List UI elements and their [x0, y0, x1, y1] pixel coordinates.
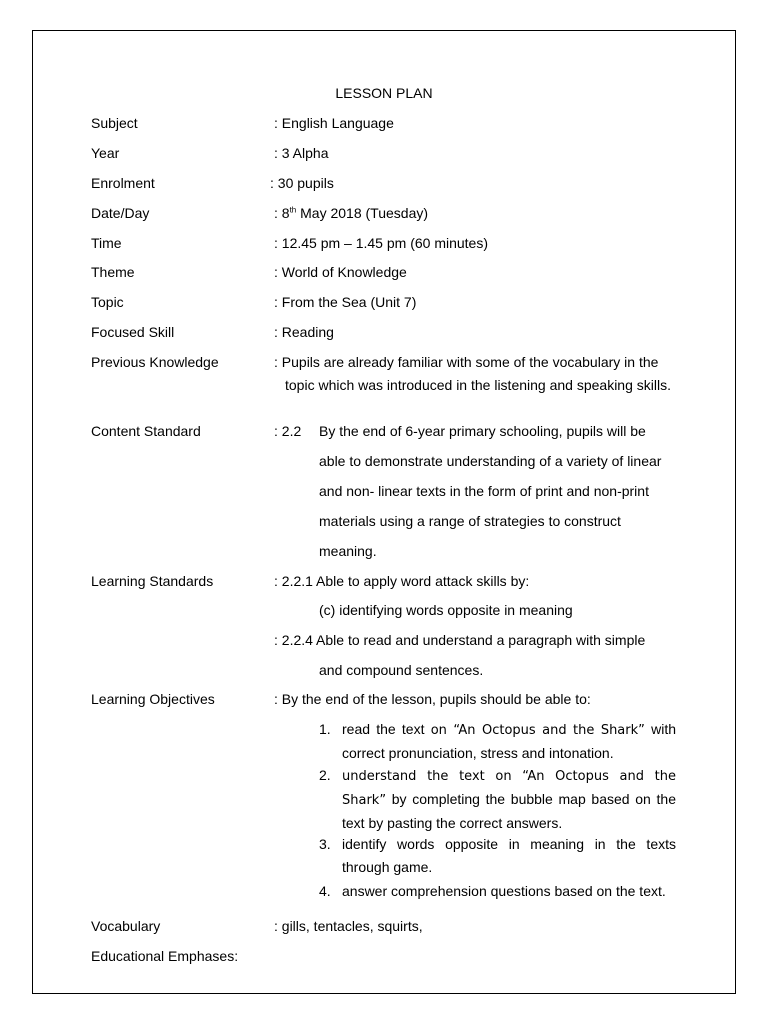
objective-number: 1. — [319, 721, 331, 737]
content-standard-line-5: meaning. — [319, 543, 377, 559]
date-ordinal: th — [289, 205, 297, 215]
time-label: Time — [91, 235, 122, 251]
learning-standard-2: : 2.2.4 Able to read and understand a paragraph with simple — [274, 632, 646, 648]
year-label: Year — [91, 145, 120, 161]
content-standard-code: : 2.2 — [274, 423, 302, 439]
learning-standard-2-cont: and compound sentences. — [319, 662, 484, 678]
learning-objectives-intro: : By the end of the lesson, pupils should be able to: — [274, 691, 591, 707]
learning-standard-1-sub: (c) identifying words opposite in meaning — [319, 602, 573, 618]
date-label: Date/Day — [91, 205, 150, 221]
content-standard-line-2: able to demonstrate understanding of a variety of linear — [319, 453, 662, 469]
objective-item — [319, 833, 676, 879]
previous-knowledge-line-2: topic which was introduced in the listening and speaking skills. — [285, 377, 671, 393]
time-value: : 12.45 pm – 1.45 pm (60 minutes) — [274, 235, 488, 251]
objective-text: identify words opposite in meaning in the texts through game. — [342, 836, 676, 875]
vocabulary-value: : gills, tentacles, squirts, — [274, 918, 423, 934]
learning-standards-label: Learning Standards — [91, 573, 214, 589]
objective-item — [319, 880, 676, 903]
objective-text: understand the text on “An Octopus and the Shark” by completing the bubble map based on the text by pasting the correct answers. — [342, 769, 676, 831]
subject-value: : English Language — [274, 115, 394, 131]
theme-value: : World of Knowledge — [274, 264, 407, 280]
focused-skill-value: : Reading — [274, 324, 334, 340]
objective-number: 4. — [319, 883, 331, 899]
objective-number: 2. — [319, 767, 331, 783]
content-standard-line-4: materials using a range of strategies to construct — [319, 513, 621, 529]
document-title: LESSON PLAN — [335, 85, 433, 101]
learning-objectives-label: Learning Objectives — [91, 691, 215, 707]
objective-number: 3. — [319, 836, 331, 852]
content-standard-label: Content Standard — [91, 423, 201, 439]
focused-skill-label: Focused Skill — [91, 324, 175, 340]
enrolment-label: Enrolment — [91, 175, 155, 191]
previous-knowledge-label: Previous Knowledge — [91, 354, 219, 370]
content-standard-line-3: and non- linear texts in the form of print and non-print — [319, 483, 649, 499]
topic-value: : From the Sea (Unit 7) — [274, 294, 417, 310]
learning-standard-1: : 2.2.1 Able to apply word attack skills by: — [274, 573, 530, 589]
content-standard-line-1: By the end of 6-year primary schooling, pupils will be — [319, 423, 646, 439]
date-suffix: May 2018 (Tuesday) — [296, 205, 429, 221]
enrolment-value: : 30 pupils — [270, 175, 334, 191]
objective-text: answer comprehension questions based on the text. — [342, 883, 666, 899]
topic-label: Topic — [91, 294, 124, 310]
date-value — [274, 205, 428, 221]
objective-item — [319, 764, 676, 835]
vocabulary-label: Vocabulary — [91, 918, 161, 934]
year-value: : 3 Alpha — [274, 145, 329, 161]
previous-knowledge-line-1: : Pupils are already familiar with some of the vocabulary in the — [274, 354, 659, 370]
objective-item — [319, 718, 676, 765]
date-prefix: : 8 — [274, 205, 290, 221]
subject-label: Subject — [91, 115, 138, 131]
educational-emphases-label: Educational Emphases: — [91, 948, 239, 964]
theme-label: Theme — [91, 264, 135, 280]
objective-text: read the text on “An Octopus and the Shark” with correct pronunciation, stress and intonation. — [342, 721, 676, 761]
